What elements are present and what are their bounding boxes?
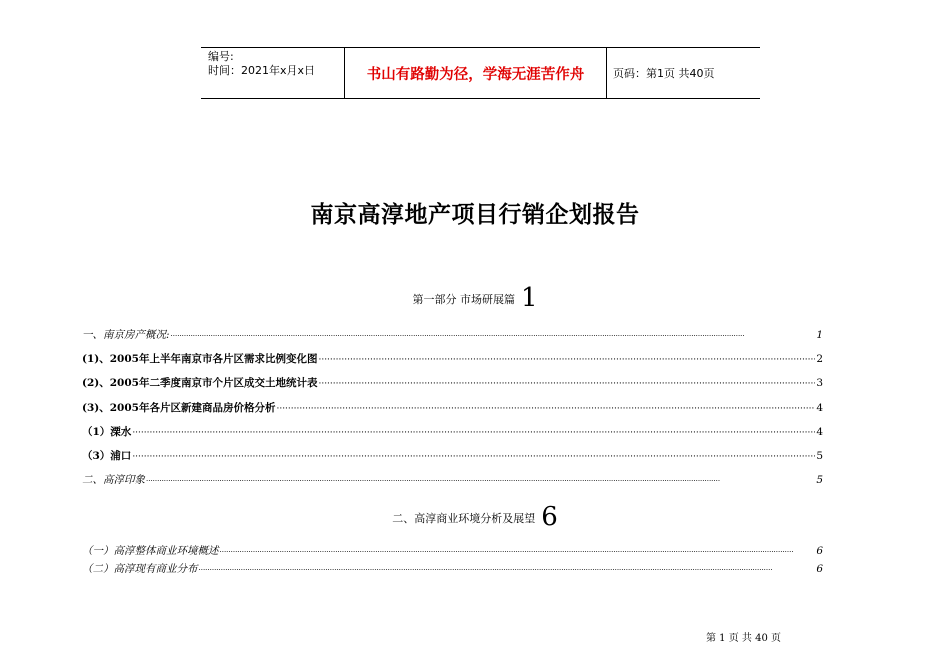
section-heading-num: 1 [520, 283, 538, 313]
toc-leader [220, 548, 816, 556]
toc-label: (1)、2005年上半年南京市各片区需求比例变化图 [82, 353, 318, 365]
toc-label: (2)、2005年二季度南京市个片区成交土地统计表 [82, 377, 318, 389]
section-heading-text: 二、高淳商业环境分析及展望 [392, 512, 536, 525]
toc-entry[interactable] [82, 543, 823, 558]
toc-label: 二、高淳印象 [82, 474, 145, 486]
toc-entry[interactable] [82, 424, 823, 439]
section-heading-1 [0, 283, 950, 313]
toc-entry[interactable] [82, 400, 823, 415]
toc-entry[interactable] [82, 561, 823, 576]
toc-page: 5 [816, 450, 823, 462]
document-title: 南京高淳地产项目行销企划报告 [310, 201, 640, 228]
time-label: 时间：2021年x月x日 [208, 64, 316, 77]
toc-label: 一、南京房产概况: [82, 329, 170, 341]
toc-leader [318, 355, 815, 365]
toc-page: 3 [816, 377, 823, 389]
header-meta [201, 48, 344, 98]
toc-leader [146, 477, 815, 485]
header-table [201, 47, 760, 99]
toc-label: （1）溧水 [82, 426, 132, 438]
toc-page: 6 [816, 545, 823, 557]
toc-label: （二）高淳现有商业分布 [82, 563, 198, 575]
page-footer: 第 1 页 共 40 页 [706, 633, 781, 644]
toc-page: 5 [816, 474, 823, 486]
section-heading-text: 第一部分 市场研展篇 [412, 293, 515, 306]
toc-entry[interactable] [82, 448, 823, 463]
number-label: 编号: [208, 50, 234, 63]
toc-leader [132, 428, 815, 438]
toc-entry[interactable] [82, 375, 823, 390]
toc-leader [199, 566, 816, 574]
page-label: 页码：第1页 共40页 [613, 67, 715, 80]
toc-leader [132, 452, 815, 462]
section-heading-2 [0, 502, 950, 532]
toc-page: 6 [816, 563, 823, 575]
toc-page: 1 [816, 329, 823, 341]
toc-page: 4 [816, 426, 823, 438]
toc-label: (3)、2005年各片区新建商品房价格分析 [82, 402, 276, 414]
toc-label: （3）浦口 [82, 450, 132, 462]
toc-entry[interactable] [82, 351, 823, 366]
toc-entry[interactable] [82, 327, 823, 342]
toc-page: 2 [816, 353, 823, 365]
toc-leader [171, 332, 816, 340]
toc-leader [318, 379, 815, 389]
section-heading-num: 6 [541, 502, 558, 532]
motto: 书山有路勤为径，学海无涯苦作舟 [344, 48, 607, 98]
toc-entry[interactable] [82, 472, 823, 487]
toc-leader [276, 404, 815, 414]
toc-page: 4 [816, 402, 823, 414]
toc-label: （一）高淳整体商业环境概述 [82, 545, 219, 557]
